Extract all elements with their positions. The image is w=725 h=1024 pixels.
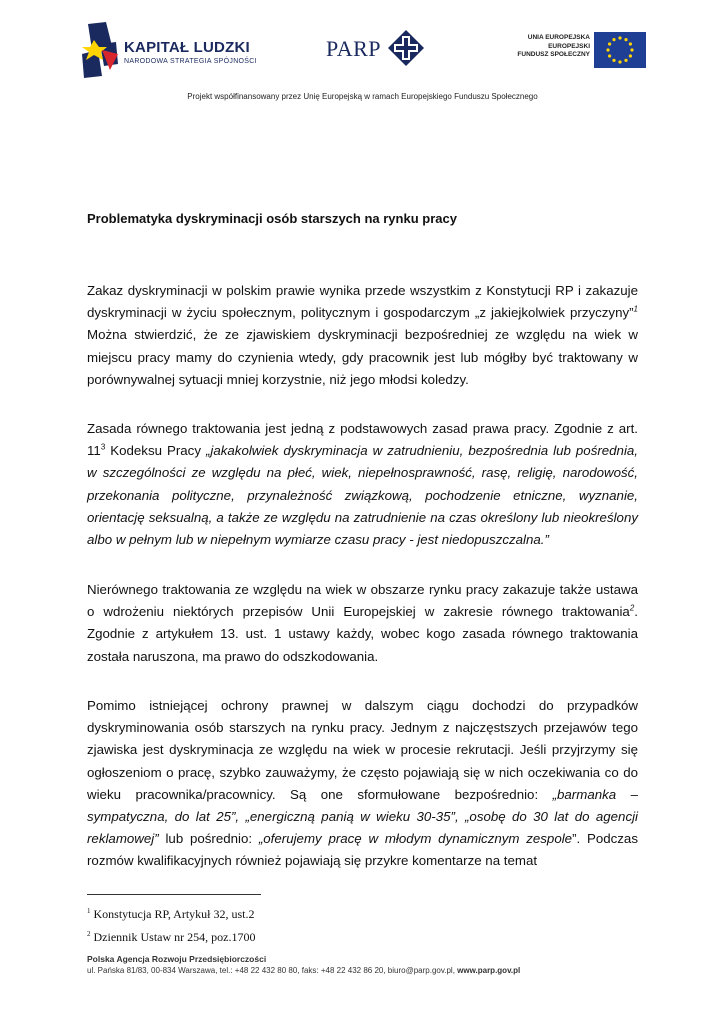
paragraph-3 bbox=[87, 579, 638, 668]
footnote-1 bbox=[87, 907, 255, 922]
footnote-2-text: Dziennik Ustaw nr 254, poz.1700 bbox=[90, 930, 256, 944]
paragraph-1 bbox=[87, 280, 638, 391]
footnote-ref-2: 2 bbox=[629, 603, 635, 613]
article-superscript: 3 bbox=[100, 442, 106, 452]
kapital-ludzki-logo bbox=[80, 20, 270, 80]
footnote-2-number: 2 bbox=[87, 930, 91, 938]
eu-logo-text bbox=[512, 34, 590, 60]
paragraph-1-text-a: Zakaz dyskryminacji w polskim prawie wynika przede wszystkim z Konstytucji RP i zakazuje dyskryminacji w życiu społecznym, politycznym i gospodarczym „z jakiejkolwiek przyczyny” bbox=[87, 283, 638, 321]
footnote-separator bbox=[87, 894, 261, 895]
labour-code-quote: „jakakolwiek dyskryminacja w zatrudnieniu, bezpośrednia lub pośrednia, w szczególności ze względu na płeć, wiek, niepełnosprawność, rasę, religię, narodowość, przekonania polityczne, przynależność związkową, pochodzenie etniczne, wyznanie, orientację seksualną, a także ze względu na zatrudnienie na czas określony lub nieokreślony albo w pełnym lub w niepełnym wymiarze czasu pracy - jest niedopuszczalna.” bbox=[87, 443, 638, 548]
eu-logo-line3: FUNDUSZ SPOŁECZNY bbox=[517, 51, 590, 58]
paragraph-3-text-b: . Zgodnie z artykułem 13. ust. 1 ustawy każdy, wobec kogo zasada równego traktowania została naruszona, ma prawo do odszkodowania. bbox=[87, 604, 638, 664]
parp-logo-text: PARP bbox=[326, 36, 382, 61]
parp-logo bbox=[326, 30, 426, 70]
kapital-ludzki-mark-icon bbox=[80, 20, 120, 80]
eu-logo bbox=[512, 30, 652, 70]
footer-address bbox=[87, 966, 520, 975]
footer-website: www.parp.gov.pl bbox=[457, 966, 521, 975]
paragraph-4-text-b: lub pośrednio: bbox=[158, 831, 259, 847]
paragraph-2-text-b: Kodeksu Pracy bbox=[105, 443, 206, 459]
paragraph-4-text-c: ”. Podczas rozmów kwalifikacyjnych również pojawiają się przykre komentarze na temat bbox=[87, 831, 638, 869]
job-ad-quotes-direct: „barmanka – sympatyczna, do lat 25”, „energiczną panią w wieku 30-35”, „osobę do 30 lat do agencji reklamowej” bbox=[87, 786, 638, 847]
project-funding-line: Projekt współfinansowany przez Unię Europejską w ramach Europejskiego Funduszu Społecznego bbox=[187, 92, 538, 101]
eu-logo-line1: UNIA EUROPEJSKA bbox=[527, 34, 590, 41]
footnote-2 bbox=[87, 930, 255, 945]
paragraph-2 bbox=[87, 418, 638, 551]
paragraph-2-text-a: Zasada równego traktowania jest jedną z podstawowych zasad prawa pracy. Zgodnie z art. 11 bbox=[87, 421, 638, 459]
eu-logo-line2: EUROPEJSKI bbox=[548, 42, 590, 50]
paragraph-4-text-a: Pomimo istniejącej ochrony prawnej w dalszym ciągu dochodzi do przypadków dyskryminowania osób starszych na rynku pracy. Jednym z najczęstszych przejawów tego zjawiska jest dyskryminacja ze względu na wiek w procesie rekrutacji. Jeśli przyjrzymy się ogłoszeniom o pracę, szybko zauważymy, że często pojawiają się w nich oczekiwania co do wieku pracownika/pracownicy. Są one sformułowane bezpośrednio: bbox=[87, 698, 638, 802]
footnote-ref-1: 1 bbox=[633, 304, 638, 314]
kapital-ludzki-subtitle: NARODOWA STRATEGIA SPÓJNOŚCI bbox=[124, 58, 257, 65]
footnote-1-number: 1 bbox=[87, 907, 91, 915]
footnote-1-text: Konstytucja RP, Artykuł 32, ust.2 bbox=[90, 907, 255, 921]
eu-flag-icon bbox=[594, 32, 646, 68]
kapital-ludzki-title: KAPITAŁ LUDZKI bbox=[124, 39, 250, 56]
footer-agency-name: Polska Agencja Rozwoju Przedsiębiorczości bbox=[87, 954, 267, 964]
job-ad-quote-indirect: „oferujemy pracę w młodym dynamicznym zespole bbox=[258, 831, 573, 847]
paragraph-3-text-a: Nierównego traktowania ze względu na wiek w obszarze rynku pracy zakazuje także ustawa o wdrożeniu niektórych przepisów Unii Europejskiej w zakresie równego traktowania bbox=[87, 582, 638, 620]
parp-mark-icon bbox=[388, 30, 424, 66]
footer-address-text: ul. Pańska 81/83, 00-834 Warszawa, tel.: +48 22 432 80 80, faks: +48 22 432 86 20, biuro@parp.gov.pl, bbox=[87, 966, 458, 975]
paragraph-1-text-b: Można stwierdzić, że ze zjawiskiem dyskryminacji bezpośredniej ze względu na wiek w miejscu pracy mamy do czynienia wtedy, gdy pracownik jest lub mógłby być traktowany w porównywalnej sytuacji mniej korzystnie, niż jego młodsi koledzy. bbox=[87, 327, 638, 387]
paragraph-4 bbox=[87, 695, 638, 873]
document-title: Problematyka dyskryminacji osób starszych na rynku pracy bbox=[87, 211, 457, 226]
